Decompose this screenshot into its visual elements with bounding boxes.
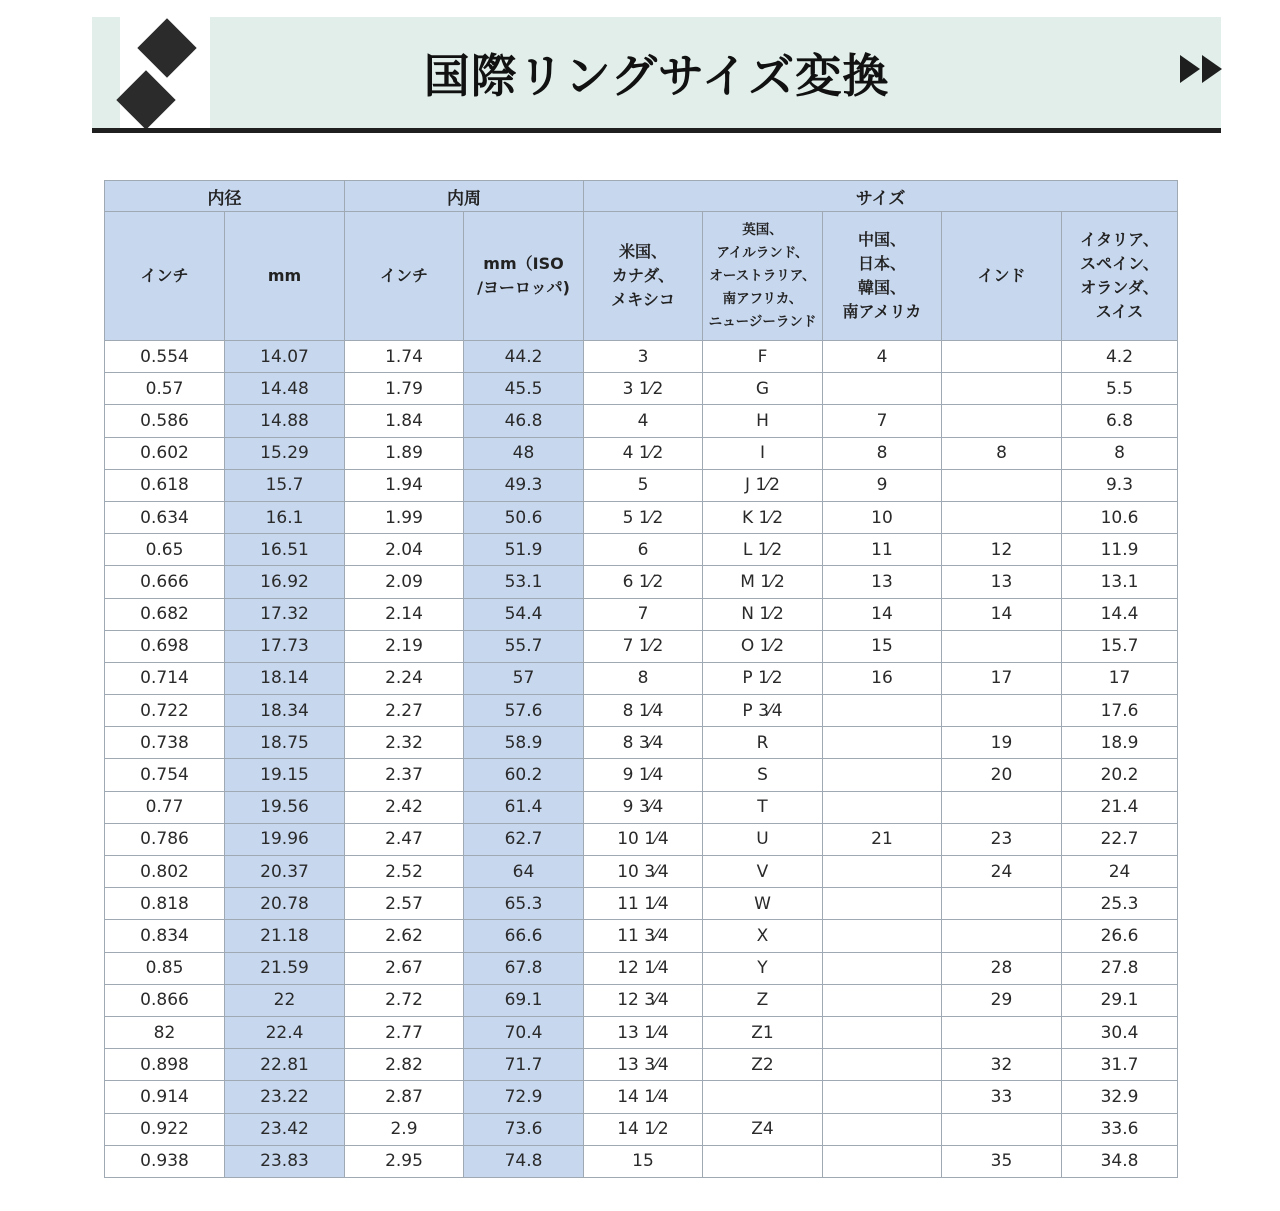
cell-diameter-mm: 16.51: [225, 534, 345, 566]
cell-diameter-mm: 22: [225, 984, 345, 1016]
cell-uk-size: P 1⁄2: [703, 662, 823, 694]
table-row: [105, 1145, 1178, 1177]
cell-jp-size: [823, 373, 942, 405]
cell-diameter-inch: 0.618: [105, 469, 225, 501]
cell-diameter-inch: 0.786: [105, 823, 225, 855]
cell-india-size: 29: [942, 984, 1062, 1016]
cell-uk-size: J 1⁄2: [703, 469, 823, 501]
cell-uk-size: U: [703, 823, 823, 855]
cell-jp-size: [823, 727, 942, 759]
cell-diameter-mm: 16.92: [225, 566, 345, 598]
cell-diameter-mm: 20.78: [225, 888, 345, 920]
cell-us-size: 6: [584, 534, 703, 566]
cell-diameter-mm: 19.56: [225, 791, 345, 823]
cell-us-size: 6 1⁄2: [584, 566, 703, 598]
group-header-size: サイズ: [584, 181, 1178, 212]
cell-circumference-mm: 64: [464, 856, 584, 888]
cell-eu-size: 24: [1062, 856, 1178, 888]
cell-uk-size: H: [703, 405, 823, 437]
table-row: [105, 984, 1178, 1016]
cell-diameter-mm: 19.96: [225, 823, 345, 855]
cell-jp-size: 16: [823, 662, 942, 694]
cell-circumference-mm: 46.8: [464, 405, 584, 437]
cell-circumference-mm: 44.2: [464, 341, 584, 373]
cell-circumference-inch: 2.24: [345, 662, 464, 694]
cell-us-size: 4 1⁄2: [584, 437, 703, 469]
cell-jp-size: [823, 920, 942, 952]
cell-india-size: 19: [942, 727, 1062, 759]
table-row: [105, 695, 1178, 727]
col-header-india: インド: [942, 212, 1062, 341]
cell-circumference-inch: 1.94: [345, 469, 464, 501]
cell-uk-size: [703, 1081, 823, 1113]
cell-jp-size: [823, 695, 942, 727]
cell-india-size: 20: [942, 759, 1062, 791]
cell-india-size: [942, 469, 1062, 501]
triangle-right-icon: [1180, 55, 1200, 83]
cell-circumference-inch: 2.04: [345, 534, 464, 566]
cell-india-size: [942, 888, 1062, 920]
ring-size-table: [104, 180, 1178, 1178]
cell-diameter-inch: 0.586: [105, 405, 225, 437]
cell-diameter-mm: 19.15: [225, 759, 345, 791]
cell-india-size: [942, 695, 1062, 727]
cell-jp-size: [823, 1145, 942, 1177]
cell-eu-size: 26.6: [1062, 920, 1178, 952]
cell-circumference-inch: 2.87: [345, 1081, 464, 1113]
cell-circumference-inch: 2.32: [345, 727, 464, 759]
cell-circumference-mm: 66.6: [464, 920, 584, 952]
cell-uk-size: T: [703, 791, 823, 823]
cell-diameter-inch: 0.65: [105, 534, 225, 566]
cell-uk-size: X: [703, 920, 823, 952]
cell-us-size: 7: [584, 598, 703, 630]
cell-circumference-mm: 50.6: [464, 501, 584, 533]
cell-circumference-inch: 1.84: [345, 405, 464, 437]
cell-diameter-inch: 0.938: [105, 1145, 225, 1177]
cell-jp-size: 15: [823, 630, 942, 662]
cell-us-size: 11 1⁄4: [584, 888, 703, 920]
col-header-italy: イタリア、 スペイン、 オランダ、 スイス: [1062, 212, 1178, 341]
cell-diameter-mm: 23.42: [225, 1113, 345, 1145]
cell-diameter-inch: 0.634: [105, 501, 225, 533]
cell-circumference-mm: 49.3: [464, 469, 584, 501]
column-header-row: [105, 212, 1178, 341]
cell-diameter-mm: 17.32: [225, 598, 345, 630]
cell-circumference-inch: 1.74: [345, 341, 464, 373]
cell-diameter-mm: 21.59: [225, 952, 345, 984]
cell-jp-size: [823, 984, 942, 1016]
cell-diameter-inch: 0.818: [105, 888, 225, 920]
table-row: [105, 856, 1178, 888]
cell-eu-size: 18.9: [1062, 727, 1178, 759]
table-row: [105, 1113, 1178, 1145]
cell-india-size: [942, 630, 1062, 662]
col-header-diameter-mm: mm: [225, 212, 345, 341]
cell-india-size: 24: [942, 856, 1062, 888]
cell-circumference-inch: 1.79: [345, 373, 464, 405]
cell-us-size: 3: [584, 341, 703, 373]
cell-uk-size: G: [703, 373, 823, 405]
cell-uk-size: K 1⁄2: [703, 501, 823, 533]
cell-uk-size: O 1⁄2: [703, 630, 823, 662]
cell-diameter-inch: 0.722: [105, 695, 225, 727]
cell-us-size: 14 1⁄4: [584, 1081, 703, 1113]
cell-us-size: 9 3⁄4: [584, 791, 703, 823]
group-header-inner-diameter: 内径: [105, 181, 345, 212]
cell-jp-size: 10: [823, 501, 942, 533]
cell-us-size: 4: [584, 405, 703, 437]
cell-diameter-mm: 20.37: [225, 856, 345, 888]
cell-diameter-inch: 0.922: [105, 1113, 225, 1145]
table-row: [105, 405, 1178, 437]
cell-circumference-mm: 73.6: [464, 1113, 584, 1145]
cell-us-size: 8 1⁄4: [584, 695, 703, 727]
cell-jp-size: 11: [823, 534, 942, 566]
cell-uk-size: Z1: [703, 1016, 823, 1048]
cell-uk-size: R: [703, 727, 823, 759]
cell-eu-size: 17.6: [1062, 695, 1178, 727]
cell-uk-size: S: [703, 759, 823, 791]
page-title: 国際リングサイズ変換: [423, 48, 890, 103]
cell-india-size: [942, 341, 1062, 373]
cell-circumference-mm: 71.7: [464, 1049, 584, 1081]
cell-eu-size: 17: [1062, 662, 1178, 694]
cell-circumference-mm: 48: [464, 437, 584, 469]
cell-diameter-inch: 0.57: [105, 373, 225, 405]
cell-diameter-inch: 0.914: [105, 1081, 225, 1113]
table-row: [105, 823, 1178, 855]
cell-diameter-mm: 23.22: [225, 1081, 345, 1113]
col-header-circumference-mm: mm（ISO /ヨーロッパ): [464, 212, 584, 341]
cell-india-size: [942, 791, 1062, 823]
cell-india-size: [942, 501, 1062, 533]
cell-diameter-mm: 15.7: [225, 469, 345, 501]
cell-eu-size: 6.8: [1062, 405, 1178, 437]
table-row: [105, 759, 1178, 791]
table-row: [105, 952, 1178, 984]
cell-diameter-mm: 21.18: [225, 920, 345, 952]
cell-eu-size: 5.5: [1062, 373, 1178, 405]
cell-diameter-inch: 0.554: [105, 341, 225, 373]
table-body: [105, 341, 1178, 1178]
cell-diameter-inch: 0.754: [105, 759, 225, 791]
header-divider: [92, 128, 1221, 133]
cell-us-size: 11 3⁄4: [584, 920, 703, 952]
cell-circumference-inch: 2.47: [345, 823, 464, 855]
cell-circumference-mm: 54.4: [464, 598, 584, 630]
cell-jp-size: [823, 952, 942, 984]
cell-india-size: 28: [942, 952, 1062, 984]
cell-circumference-inch: 2.27: [345, 695, 464, 727]
cell-us-size: 15: [584, 1145, 703, 1177]
cell-uk-size: Z: [703, 984, 823, 1016]
cell-uk-size: I: [703, 437, 823, 469]
cell-eu-size: 10.6: [1062, 501, 1178, 533]
cell-jp-size: 4: [823, 341, 942, 373]
cell-diameter-inch: 0.698: [105, 630, 225, 662]
cell-jp-size: [823, 1113, 942, 1145]
cell-uk-size: N 1⁄2: [703, 598, 823, 630]
cell-circumference-mm: 61.4: [464, 791, 584, 823]
cell-us-size: 12 1⁄4: [584, 952, 703, 984]
col-header-china-japan: 中国、 日本、 韓国、 南アメリカ: [823, 212, 942, 341]
group-header-circumference: 内周: [345, 181, 584, 212]
cell-eu-size: 34.8: [1062, 1145, 1178, 1177]
table-row: [105, 469, 1178, 501]
cell-india-size: 33: [942, 1081, 1062, 1113]
table-row: [105, 437, 1178, 469]
cell-india-size: [942, 405, 1062, 437]
cell-jp-size: [823, 1016, 942, 1048]
cell-india-size: [942, 373, 1062, 405]
double-arrow-icon: [1180, 55, 1222, 83]
cell-circumference-inch: 2.77: [345, 1016, 464, 1048]
cell-india-size: 8: [942, 437, 1062, 469]
cell-eu-size: 22.7: [1062, 823, 1178, 855]
cell-diameter-inch: 0.714: [105, 662, 225, 694]
cell-diameter-mm: 14.07: [225, 341, 345, 373]
cell-uk-size: L 1⁄2: [703, 534, 823, 566]
table-row: [105, 1016, 1178, 1048]
cell-us-size: 10 3⁄4: [584, 856, 703, 888]
cell-uk-size: [703, 1145, 823, 1177]
cell-india-size: [942, 1016, 1062, 1048]
cell-circumference-inch: 2.19: [345, 630, 464, 662]
cell-jp-size: 7: [823, 405, 942, 437]
cell-circumference-mm: 45.5: [464, 373, 584, 405]
cell-eu-size: 21.4: [1062, 791, 1178, 823]
cell-india-size: 14: [942, 598, 1062, 630]
cell-us-size: 13 3⁄4: [584, 1049, 703, 1081]
table-row: [105, 791, 1178, 823]
cell-eu-size: 9.3: [1062, 469, 1178, 501]
cell-us-size: 5: [584, 469, 703, 501]
cell-circumference-mm: 60.2: [464, 759, 584, 791]
cell-jp-size: 9: [823, 469, 942, 501]
cell-circumference-inch: 2.72: [345, 984, 464, 1016]
cell-jp-size: [823, 888, 942, 920]
cell-jp-size: [823, 856, 942, 888]
cell-circumference-inch: 1.99: [345, 501, 464, 533]
table-row: [105, 662, 1178, 694]
cell-diameter-mm: 18.14: [225, 662, 345, 694]
cell-india-size: 32: [942, 1049, 1062, 1081]
cell-us-size: 7 1⁄2: [584, 630, 703, 662]
cell-circumference-inch: 2.52: [345, 856, 464, 888]
cell-eu-size: 8: [1062, 437, 1178, 469]
cell-diameter-inch: 0.682: [105, 598, 225, 630]
cell-uk-size: P 3⁄4: [703, 695, 823, 727]
cell-diameter-inch: 0.77: [105, 791, 225, 823]
cell-eu-size: 4.2: [1062, 341, 1178, 373]
cell-india-size: 35: [942, 1145, 1062, 1177]
cell-india-size: [942, 920, 1062, 952]
cell-diameter-mm: 22.81: [225, 1049, 345, 1081]
cell-uk-size: V: [703, 856, 823, 888]
table-row: [105, 373, 1178, 405]
col-header-uk: 英国、 アイルランド、 オーストラリア、 南アフリカ、 ニュージーランド: [703, 212, 823, 341]
cell-jp-size: 13: [823, 566, 942, 598]
cell-eu-size: 29.1: [1062, 984, 1178, 1016]
cell-us-size: 9 1⁄4: [584, 759, 703, 791]
cell-circumference-mm: 65.3: [464, 888, 584, 920]
cell-jp-size: [823, 759, 942, 791]
cell-us-size: 10 1⁄4: [584, 823, 703, 855]
table-row: [105, 501, 1178, 533]
cell-diameter-inch: 0.738: [105, 727, 225, 759]
cell-diameter-mm: 14.88: [225, 405, 345, 437]
cell-circumference-mm: 72.9: [464, 1081, 584, 1113]
cell-uk-size: F: [703, 341, 823, 373]
cell-eu-size: 25.3: [1062, 888, 1178, 920]
cell-circumference-mm: 74.8: [464, 1145, 584, 1177]
cell-eu-size: 15.7: [1062, 630, 1178, 662]
cell-circumference-inch: 2.14: [345, 598, 464, 630]
cell-eu-size: 31.7: [1062, 1049, 1178, 1081]
cell-circumference-mm: 69.1: [464, 984, 584, 1016]
cell-us-size: 14 1⁄2: [584, 1113, 703, 1145]
cell-jp-size: 8: [823, 437, 942, 469]
cell-eu-size: 14.4: [1062, 598, 1178, 630]
col-header-us: 米国、 カナダ、 メキシコ: [584, 212, 703, 341]
cell-jp-size: [823, 1081, 942, 1113]
cell-jp-size: [823, 791, 942, 823]
cell-eu-size: 30.4: [1062, 1016, 1178, 1048]
cell-india-size: 12: [942, 534, 1062, 566]
cell-eu-size: 13.1: [1062, 566, 1178, 598]
cell-circumference-inch: 1.89: [345, 437, 464, 469]
cell-diameter-inch: 0.898: [105, 1049, 225, 1081]
cell-us-size: 8 3⁄4: [584, 727, 703, 759]
cell-uk-size: Y: [703, 952, 823, 984]
cell-diameter-mm: 14.48: [225, 373, 345, 405]
table-row: [105, 598, 1178, 630]
cell-circumference-mm: 62.7: [464, 823, 584, 855]
triangle-right-icon: [1202, 55, 1222, 83]
cell-uk-size: M 1⁄2: [703, 566, 823, 598]
cell-eu-size: 11.9: [1062, 534, 1178, 566]
cell-circumference-inch: 2.9: [345, 1113, 464, 1145]
cell-jp-size: 14: [823, 598, 942, 630]
cell-eu-size: 20.2: [1062, 759, 1178, 791]
cell-diameter-mm: 23.83: [225, 1145, 345, 1177]
cell-circumference-mm: 57: [464, 662, 584, 694]
cell-circumference-mm: 58.9: [464, 727, 584, 759]
cell-diameter-mm: 16.1: [225, 501, 345, 533]
cell-diameter-inch: 0.802: [105, 856, 225, 888]
cell-eu-size: 27.8: [1062, 952, 1178, 984]
cell-diameter-inch: 82: [105, 1016, 225, 1048]
cell-jp-size: [823, 1049, 942, 1081]
cell-circumference-mm: 55.7: [464, 630, 584, 662]
cell-uk-size: Z4: [703, 1113, 823, 1145]
col-header-diameter-inch: インチ: [105, 212, 225, 341]
cell-eu-size: 32.9: [1062, 1081, 1178, 1113]
table-row: [105, 341, 1178, 373]
cell-diameter-inch: 0.866: [105, 984, 225, 1016]
cell-eu-size: 33.6: [1062, 1113, 1178, 1145]
cell-diameter-inch: 0.666: [105, 566, 225, 598]
cell-uk-size: Z2: [703, 1049, 823, 1081]
table-row: [105, 920, 1178, 952]
cell-jp-size: 21: [823, 823, 942, 855]
cell-diameter-inch: 0.834: [105, 920, 225, 952]
table-row: [105, 1049, 1178, 1081]
cell-circumference-inch: 2.09: [345, 566, 464, 598]
cell-diameter-mm: 15.29: [225, 437, 345, 469]
cell-circumference-inch: 2.82: [345, 1049, 464, 1081]
cell-diameter-mm: 18.34: [225, 695, 345, 727]
cell-circumference-mm: 51.9: [464, 534, 584, 566]
col-header-circumference-inch: インチ: [345, 212, 464, 341]
table-row: [105, 534, 1178, 566]
cell-circumference-inch: 2.42: [345, 791, 464, 823]
cell-circumference-inch: 2.62: [345, 920, 464, 952]
cell-india-size: 17: [942, 662, 1062, 694]
cell-diameter-inch: 0.602: [105, 437, 225, 469]
table-row: [105, 630, 1178, 662]
cell-circumference-inch: 2.67: [345, 952, 464, 984]
cell-us-size: 12 3⁄4: [584, 984, 703, 1016]
table-row: [105, 566, 1178, 598]
cell-circumference-inch: 2.37: [345, 759, 464, 791]
cell-india-size: 23: [942, 823, 1062, 855]
cell-india-size: [942, 1113, 1062, 1145]
cell-circumference-mm: 57.6: [464, 695, 584, 727]
cell-uk-size: W: [703, 888, 823, 920]
cell-diameter-mm: 17.73: [225, 630, 345, 662]
cell-us-size: 3 1⁄2: [584, 373, 703, 405]
cell-circumference-inch: 2.95: [345, 1145, 464, 1177]
table-row: [105, 727, 1178, 759]
cell-us-size: 8: [584, 662, 703, 694]
cell-circumference-inch: 2.57: [345, 888, 464, 920]
cell-diameter-mm: 18.75: [225, 727, 345, 759]
table-row: [105, 888, 1178, 920]
cell-circumference-mm: 53.1: [464, 566, 584, 598]
cell-india-size: 13: [942, 566, 1062, 598]
cell-circumference-mm: 70.4: [464, 1016, 584, 1048]
table-row: [105, 1081, 1178, 1113]
group-header-row: [105, 181, 1178, 212]
cell-diameter-inch: 0.85: [105, 952, 225, 984]
cell-us-size: 13 1⁄4: [584, 1016, 703, 1048]
cell-diameter-mm: 22.4: [225, 1016, 345, 1048]
cell-circumference-mm: 67.8: [464, 952, 584, 984]
cell-us-size: 5 1⁄2: [584, 501, 703, 533]
